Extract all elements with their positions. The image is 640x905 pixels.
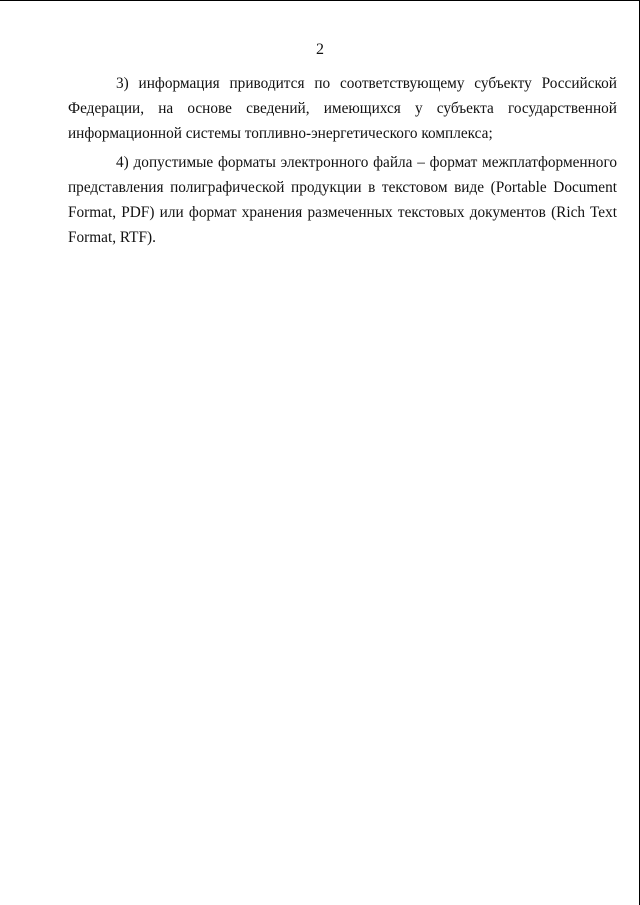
paragraph-item-3: 3) информация приводится по соответствующему субъекту Российской Федерации, на основе сведений, имеющихся у субъекта государственной информационной системы топливно-энергетического комплекса; bbox=[68, 75, 617, 142]
paragraph-item-4: 4) допустимые форматы электронного файла – формат межплатформенного представления полиграфической продукции в текстовом виде (Portable Document Format, PDF) или формат хранения размеченных текстовых документов (Rich Text Format, RTF). bbox=[68, 154, 617, 246]
scan-border-top bbox=[0, 0, 640, 1]
page-number: 2 bbox=[316, 41, 324, 58]
document-body bbox=[68, 71, 617, 254]
